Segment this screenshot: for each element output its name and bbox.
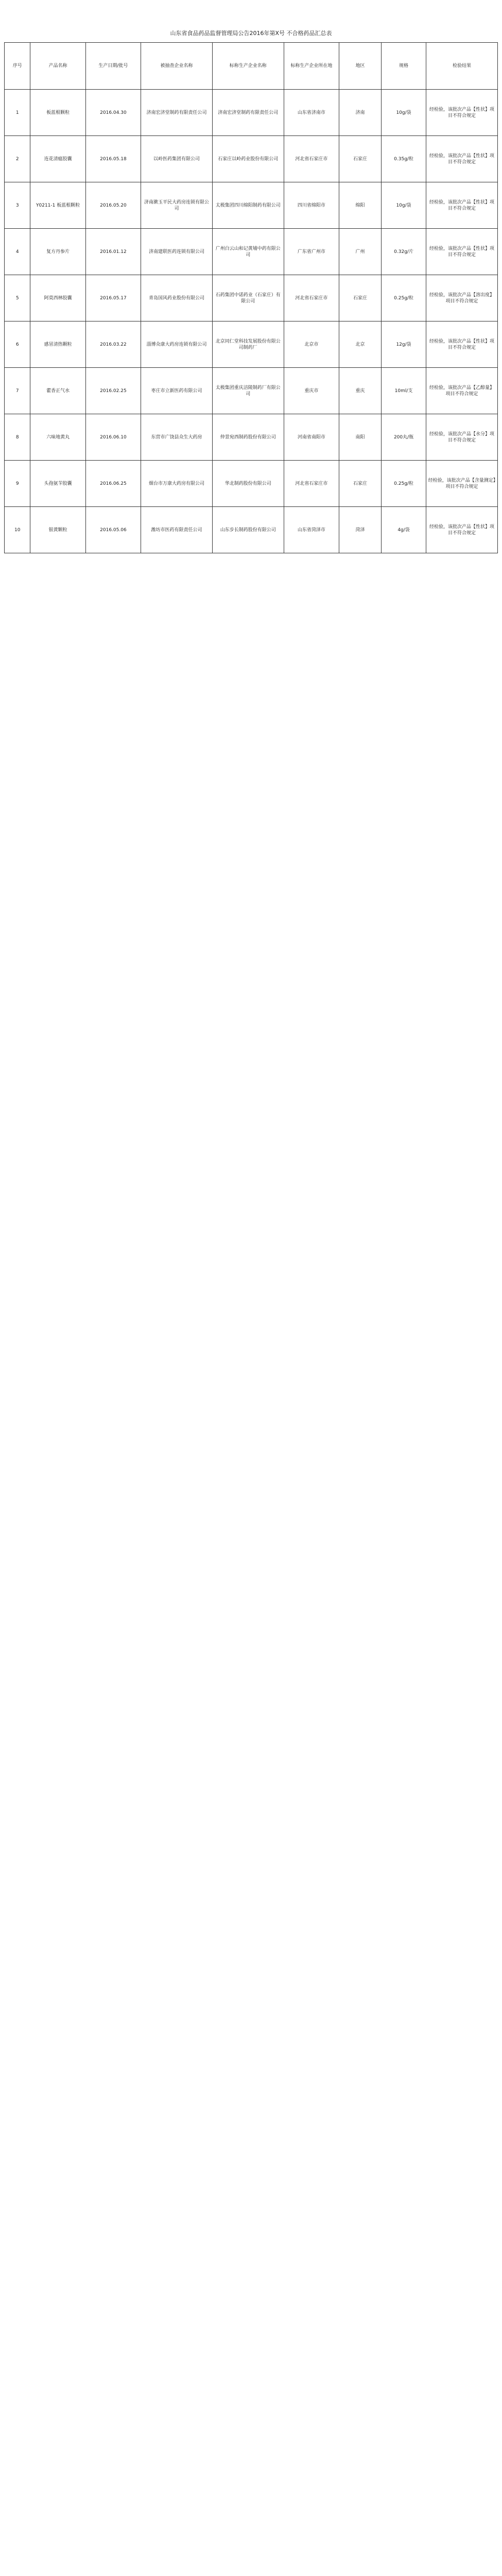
cell-idx: 7 [5, 368, 30, 414]
cell-region: 山东省菏泽市 [284, 507, 339, 553]
cell-date: 2016.04.30 [85, 90, 141, 136]
column-header: 生产日期/批号 [85, 43, 141, 90]
cell-date: 2016.01.12 [85, 229, 141, 275]
cell-region: 山东省济南市 [284, 90, 339, 136]
cell-idx: 2 [5, 136, 30, 182]
column-header: 标称生产企业名称 [212, 43, 284, 90]
cell-name: 六味地黄丸 [30, 414, 85, 461]
cell-area: 广州 [339, 229, 381, 275]
cell-result: 经检验，该批次产品【性状】项目不符合规定 [426, 182, 498, 229]
cell-result: 经检验，该批次产品【性状】项目不符合规定 [426, 90, 498, 136]
cell-area: 菏泽 [339, 507, 381, 553]
cell-result: 经检验，该批次产品【水分】项目不符合规定 [426, 414, 498, 461]
cell-date: 2016.06.25 [85, 461, 141, 507]
cell-spec: 10g/袋 [382, 182, 426, 229]
cell-spec: 0.35g/粒 [382, 136, 426, 182]
cell-spec: 0.25g/粒 [382, 461, 426, 507]
table-header-row [5, 43, 498, 90]
table-row [5, 136, 498, 182]
cell-manufacturer: 广州白云山和记黄埔中药有限公司 [212, 229, 284, 275]
cell-company: 济南宏济堂制药有限责任公司 [141, 90, 213, 136]
cell-name: 板蓝根颗粒 [30, 90, 85, 136]
cell-date: 2016.02.25 [85, 368, 141, 414]
cell-manufacturer: 北京同仁堂科技发展股份有限公司制药厂 [212, 321, 284, 368]
cell-spec: 4g/袋 [382, 507, 426, 553]
table-row [5, 182, 498, 229]
cell-name: 藿香正气水 [30, 368, 85, 414]
cell-company: 潍坊市医药有限责任公司 [141, 507, 213, 553]
cell-date: 2016.05.06 [85, 507, 141, 553]
cell-idx: 1 [5, 90, 30, 136]
cell-idx: 4 [5, 229, 30, 275]
cell-spec: 0.25g/粒 [382, 275, 426, 321]
column-header: 规格 [382, 43, 426, 90]
cell-manufacturer: 华北制药股份有限公司 [212, 461, 284, 507]
cell-region: 河南省南阳市 [284, 414, 339, 461]
table-row [5, 229, 498, 275]
cell-manufacturer: 太极集团四川绵阳制药有限公司 [212, 182, 284, 229]
table-row [5, 321, 498, 368]
cell-region: 河北省石家庄市 [284, 136, 339, 182]
cell-area: 重庆 [339, 368, 381, 414]
cell-spec: 0.32g/片 [382, 229, 426, 275]
cell-region: 广东省广州市 [284, 229, 339, 275]
cell-manufacturer: 仲景宛西制药股份有限公司 [212, 414, 284, 461]
table-row [5, 275, 498, 321]
cell-name: 连花清瘟胶囊 [30, 136, 85, 182]
cell-date: 2016.05.18 [85, 136, 141, 182]
cell-area: 济南 [339, 90, 381, 136]
table-row [5, 414, 498, 461]
cell-idx: 8 [5, 414, 30, 461]
cell-region: 四川省绵阳市 [284, 182, 339, 229]
cell-result: 经检验，该批次产品【含量测定】项目不符合规定 [426, 461, 498, 507]
cell-result: 经检验，该批次产品【性状】项目不符合规定 [426, 136, 498, 182]
cell-area: 绵阳 [339, 182, 381, 229]
cell-result: 经检验，该批次产品【溶出度】项目不符合规定 [426, 275, 498, 321]
cell-area: 南阳 [339, 414, 381, 461]
cell-idx: 9 [5, 461, 30, 507]
defective-drug-table [4, 42, 498, 553]
column-header: 标称生产企业所在地 [284, 43, 339, 90]
cell-company: 烟台市万康大药房有限公司 [141, 461, 213, 507]
column-header: 序号 [5, 43, 30, 90]
cell-name: 复方丹参片 [30, 229, 85, 275]
cell-name: 感冒清热颗粒 [30, 321, 85, 368]
document-title: 山东省食品药品监督管理局公告2016年第X号 不合格药品汇总表 [170, 30, 332, 37]
table-row [5, 507, 498, 553]
cell-company: 济南建联医药连锁有限公司 [141, 229, 213, 275]
cell-date: 2016.05.20 [85, 182, 141, 229]
column-header: 检验结果 [426, 43, 498, 90]
cell-name: 头孢氨苄胶囊 [30, 461, 85, 507]
cell-spec: 12g/袋 [382, 321, 426, 368]
cell-manufacturer: 山东步长制药股份有限公司 [212, 507, 284, 553]
cell-idx: 10 [5, 507, 30, 553]
cell-date: 2016.06.10 [85, 414, 141, 461]
cell-manufacturer: 石药集团中诺药业（石家庄）有限公司 [212, 275, 284, 321]
cell-area: 石家庄 [339, 275, 381, 321]
cell-spec: 10g/袋 [382, 90, 426, 136]
cell-company: 淄博众康大药房连锁有限公司 [141, 321, 213, 368]
table-row [5, 461, 498, 507]
cell-result: 经检验，该批次产品【乙醇量】项目不符合规定 [426, 368, 498, 414]
cell-idx: 5 [5, 275, 30, 321]
cell-idx: 6 [5, 321, 30, 368]
table-row [5, 368, 498, 414]
cell-manufacturer: 济南宏济堂制药有限责任公司 [212, 90, 284, 136]
cell-company: 枣庄市立新医药有限公司 [141, 368, 213, 414]
cell-date: 2016.05.17 [85, 275, 141, 321]
cell-manufacturer: 石家庄以岭药业股份有限公司 [212, 136, 284, 182]
cell-spec: 10ml/支 [382, 368, 426, 414]
cell-result: 经检验，该批次产品【性状】项目不符合规定 [426, 321, 498, 368]
table-row [5, 90, 498, 136]
cell-manufacturer: 太极集团重庆涪陵制药厂有限公司 [212, 368, 284, 414]
cell-result: 经检验，该批次产品【性状】项目不符合规定 [426, 229, 498, 275]
cell-name: 银黄颗粒 [30, 507, 85, 553]
cell-date: 2016.03.22 [85, 321, 141, 368]
cell-region: 北京市 [284, 321, 339, 368]
cell-region: 河北省石家庄市 [284, 275, 339, 321]
cell-name: 阿莫西林胶囊 [30, 275, 85, 321]
cell-region: 重庆市 [284, 368, 339, 414]
cell-company: 济南漱玉平民大药房连锁有限公司 [141, 182, 213, 229]
cell-idx: 3 [5, 182, 30, 229]
cell-company: 青岛国风药业股份有限公司 [141, 275, 213, 321]
cell-company: 东营市广饶县众生大药房 [141, 414, 213, 461]
cell-company: 以岭医药集团有限公司 [141, 136, 213, 182]
cell-name: Y0211-1 板蓝根颗粒 [30, 182, 85, 229]
column-header: 产品名称 [30, 43, 85, 90]
cell-area: 石家庄 [339, 461, 381, 507]
cell-result: 经检验，该批次产品【性状】项目不符合规定 [426, 507, 498, 553]
cell-area: 石家庄 [339, 136, 381, 182]
cell-area: 北京 [339, 321, 381, 368]
column-header: 地区 [339, 43, 381, 90]
column-header: 被抽查企业名称 [141, 43, 213, 90]
cell-region: 河北省石家庄市 [284, 461, 339, 507]
cell-spec: 200丸/瓶 [382, 414, 426, 461]
